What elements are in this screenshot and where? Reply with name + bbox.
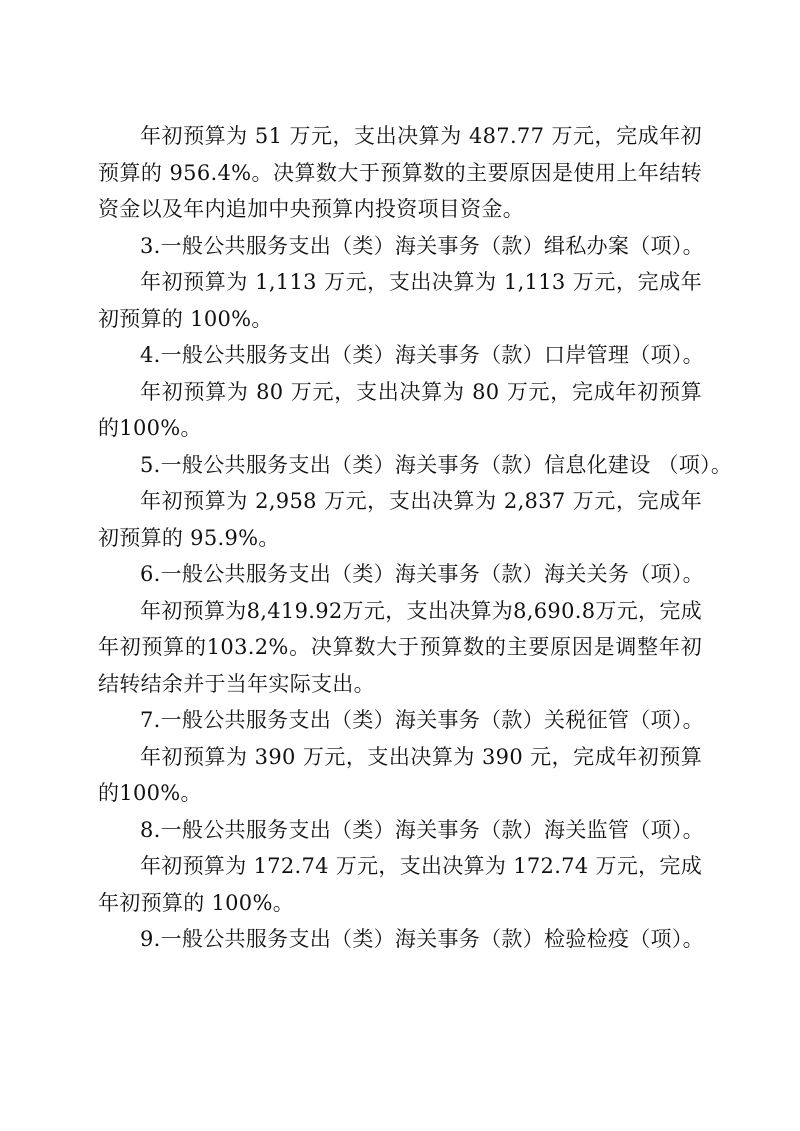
paragraph-budget-5: 年初预算为 2,958 万元，支出决算为 2,837 万元，完成年初预算的 95.9%。 xyxy=(98,489,702,550)
item-heading-6: 6.一般公共服务支出（类）海关事务（款）海关关务（项）。 xyxy=(140,562,704,586)
paragraph-budget-4: 年初预算为 80 万元，支出决算为 80 万元，完成年初预算的100%。 xyxy=(98,379,702,440)
item-heading-9: 9.一般公共服务支出（类）海关事务（款）检验检疫（项）。 xyxy=(140,927,704,951)
paragraph-budget-7: 年初预算为 390 万元，支出决算为 390 元，完成年初预算的100%。 xyxy=(98,744,702,805)
paragraph-budget-2: 年初预算为 51 万元，支出决算为 487.77 万元，完成年初预算的 956.4%。决算数大于预算数的主要原因是使用上年结转资金以及年内追加中央预算内投资项目资金。 xyxy=(98,124,702,221)
paragraph-budget-3: 年初预算为 1,113 万元，支出决算为 1,113 万元，完成年初预算的 100%。 xyxy=(98,270,702,331)
item-heading-8: 8.一般公共服务支出（类）海关事务（款）海关监管（项）。 xyxy=(140,817,704,842)
paragraph-budget-6: 年初预算为8,419.92万元，支出决算为8,690.8万元，完成年初预算的103.2%。决算数大于预算数的主要原因是调整年初结转结余并于当年实际支出。 xyxy=(98,598,702,696)
item-heading-3: 3.一般公共服务支出（类）海关事务（款）缉私办案（项）。 xyxy=(140,233,704,258)
paragraph-budget-8: 年初预算为 172.74 万元，支出决算为 172.74 万元，完成年初预算的 100%。 xyxy=(98,854,702,915)
item-heading-7: 7.一般公共服务支出（类）海关事务（款）关税征管（项）。 xyxy=(140,708,704,732)
item-heading-5: 5.一般公共服务支出（类）海关事务（款）信息化建设 （项）。 xyxy=(140,452,733,477)
item-heading-4: 4.一般公共服务支出（类）海关事务（款）口岸管理（项）。 xyxy=(140,343,704,367)
document-body xyxy=(98,118,733,958)
